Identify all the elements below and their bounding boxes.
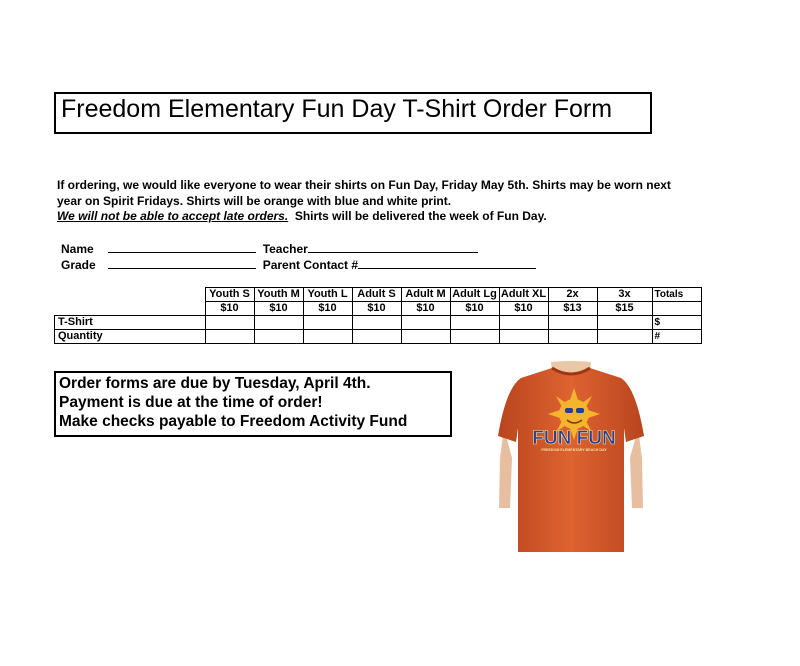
intro-late-line: [57, 209, 697, 225]
shirt-body: [498, 368, 644, 552]
quantity-row: [55, 330, 702, 344]
size-header: Adult S: [352, 288, 401, 302]
name-label: Name: [61, 242, 94, 256]
price-cell: $10: [205, 302, 254, 316]
price-cell: $10: [352, 302, 401, 316]
entry-cell[interactable]: [352, 316, 401, 330]
size-header: Adult Lg: [450, 288, 499, 302]
intro-line: If ordering, we would like everyone to wear their shirts on Fun Day, Friday May 5th. Shirts may be worn next year on Spirit Fridays. Shirts will be orange with blue and white print.: [57, 178, 671, 208]
size-header-row: [55, 288, 702, 302]
price-cell: $10: [401, 302, 450, 316]
due-date-line: Order forms are due by Tuesday, April 4th.: [59, 375, 371, 392]
entry-cell[interactable]: [352, 330, 401, 344]
teacher-field[interactable]: [308, 240, 478, 253]
delivery-note: Shirts will be delivered the week of Fun Day.: [294, 209, 547, 223]
size-header: Adult M: [401, 288, 450, 302]
entry-cell[interactable]: [205, 316, 254, 330]
total-cell[interactable]: $: [652, 316, 701, 330]
entry-cell[interactable]: [597, 330, 652, 344]
totals-header: Totals: [652, 288, 701, 302]
name-field[interactable]: [108, 240, 256, 253]
logo-subtext: FREEDOM ELEMENTARY BEACH DAY: [541, 448, 607, 452]
teacher-label: Teacher: [262, 242, 308, 256]
entry-cell[interactable]: [499, 316, 548, 330]
size-header: 3x: [597, 288, 652, 302]
parent-contact-label: Parent Contact #: [262, 258, 359, 272]
tshirt-image: [496, 358, 646, 554]
checks-line: Make checks payable to Freedom Activity Fund: [59, 413, 408, 430]
entry-cell[interactable]: [254, 316, 303, 330]
size-header: Youth M: [254, 288, 303, 302]
entry-cell[interactable]: [401, 316, 450, 330]
entry-cell[interactable]: [548, 330, 597, 344]
grade-row: [61, 256, 536, 272]
row-label: Quantity: [55, 330, 206, 344]
row-label: T-Shirt: [55, 316, 206, 330]
price-cell: $10: [254, 302, 303, 316]
due-notice: [54, 371, 452, 437]
entry-cell[interactable]: [303, 316, 352, 330]
empty-cell: [55, 302, 206, 316]
entry-cell[interactable]: [450, 316, 499, 330]
entry-cell[interactable]: [548, 316, 597, 330]
parent-contact-field[interactable]: [358, 256, 536, 269]
price-cell: $13: [548, 302, 597, 316]
form-title: Freedom Elementary Fun Day T-Shirt Order Form: [54, 92, 652, 134]
price-cell: $15: [597, 302, 652, 316]
order-table: [54, 287, 702, 344]
size-header: 2x: [548, 288, 597, 302]
payment-line: Payment is due at the time of order!: [59, 394, 323, 411]
tshirt-row: [55, 316, 702, 330]
grade-field[interactable]: [108, 256, 256, 269]
late-orders-note: We will not be able to accept late orders.: [57, 209, 289, 223]
student-fields: [61, 240, 536, 272]
empty-cell: [55, 288, 206, 302]
entry-cell[interactable]: [205, 330, 254, 344]
totals-cell: [652, 302, 701, 316]
entry-cell[interactable]: [303, 330, 352, 344]
intro-text: [57, 178, 697, 225]
price-cell: $10: [450, 302, 499, 316]
entry-cell[interactable]: [597, 316, 652, 330]
entry-cell[interactable]: [450, 330, 499, 344]
total-cell[interactable]: #: [652, 330, 701, 344]
size-header: Adult XL: [500, 288, 547, 300]
size-header: Youth S: [205, 288, 254, 302]
entry-cell[interactable]: [499, 330, 548, 344]
price-cell: $10: [499, 302, 548, 316]
logo-text: FUN FUN: [532, 428, 616, 449]
price-row: [55, 302, 702, 316]
entry-cell[interactable]: [254, 330, 303, 344]
size-header: Youth L: [303, 288, 352, 302]
name-row: [61, 240, 536, 256]
grade-label: Grade: [61, 258, 96, 272]
entry-cell[interactable]: [401, 330, 450, 344]
price-cell: $10: [303, 302, 352, 316]
